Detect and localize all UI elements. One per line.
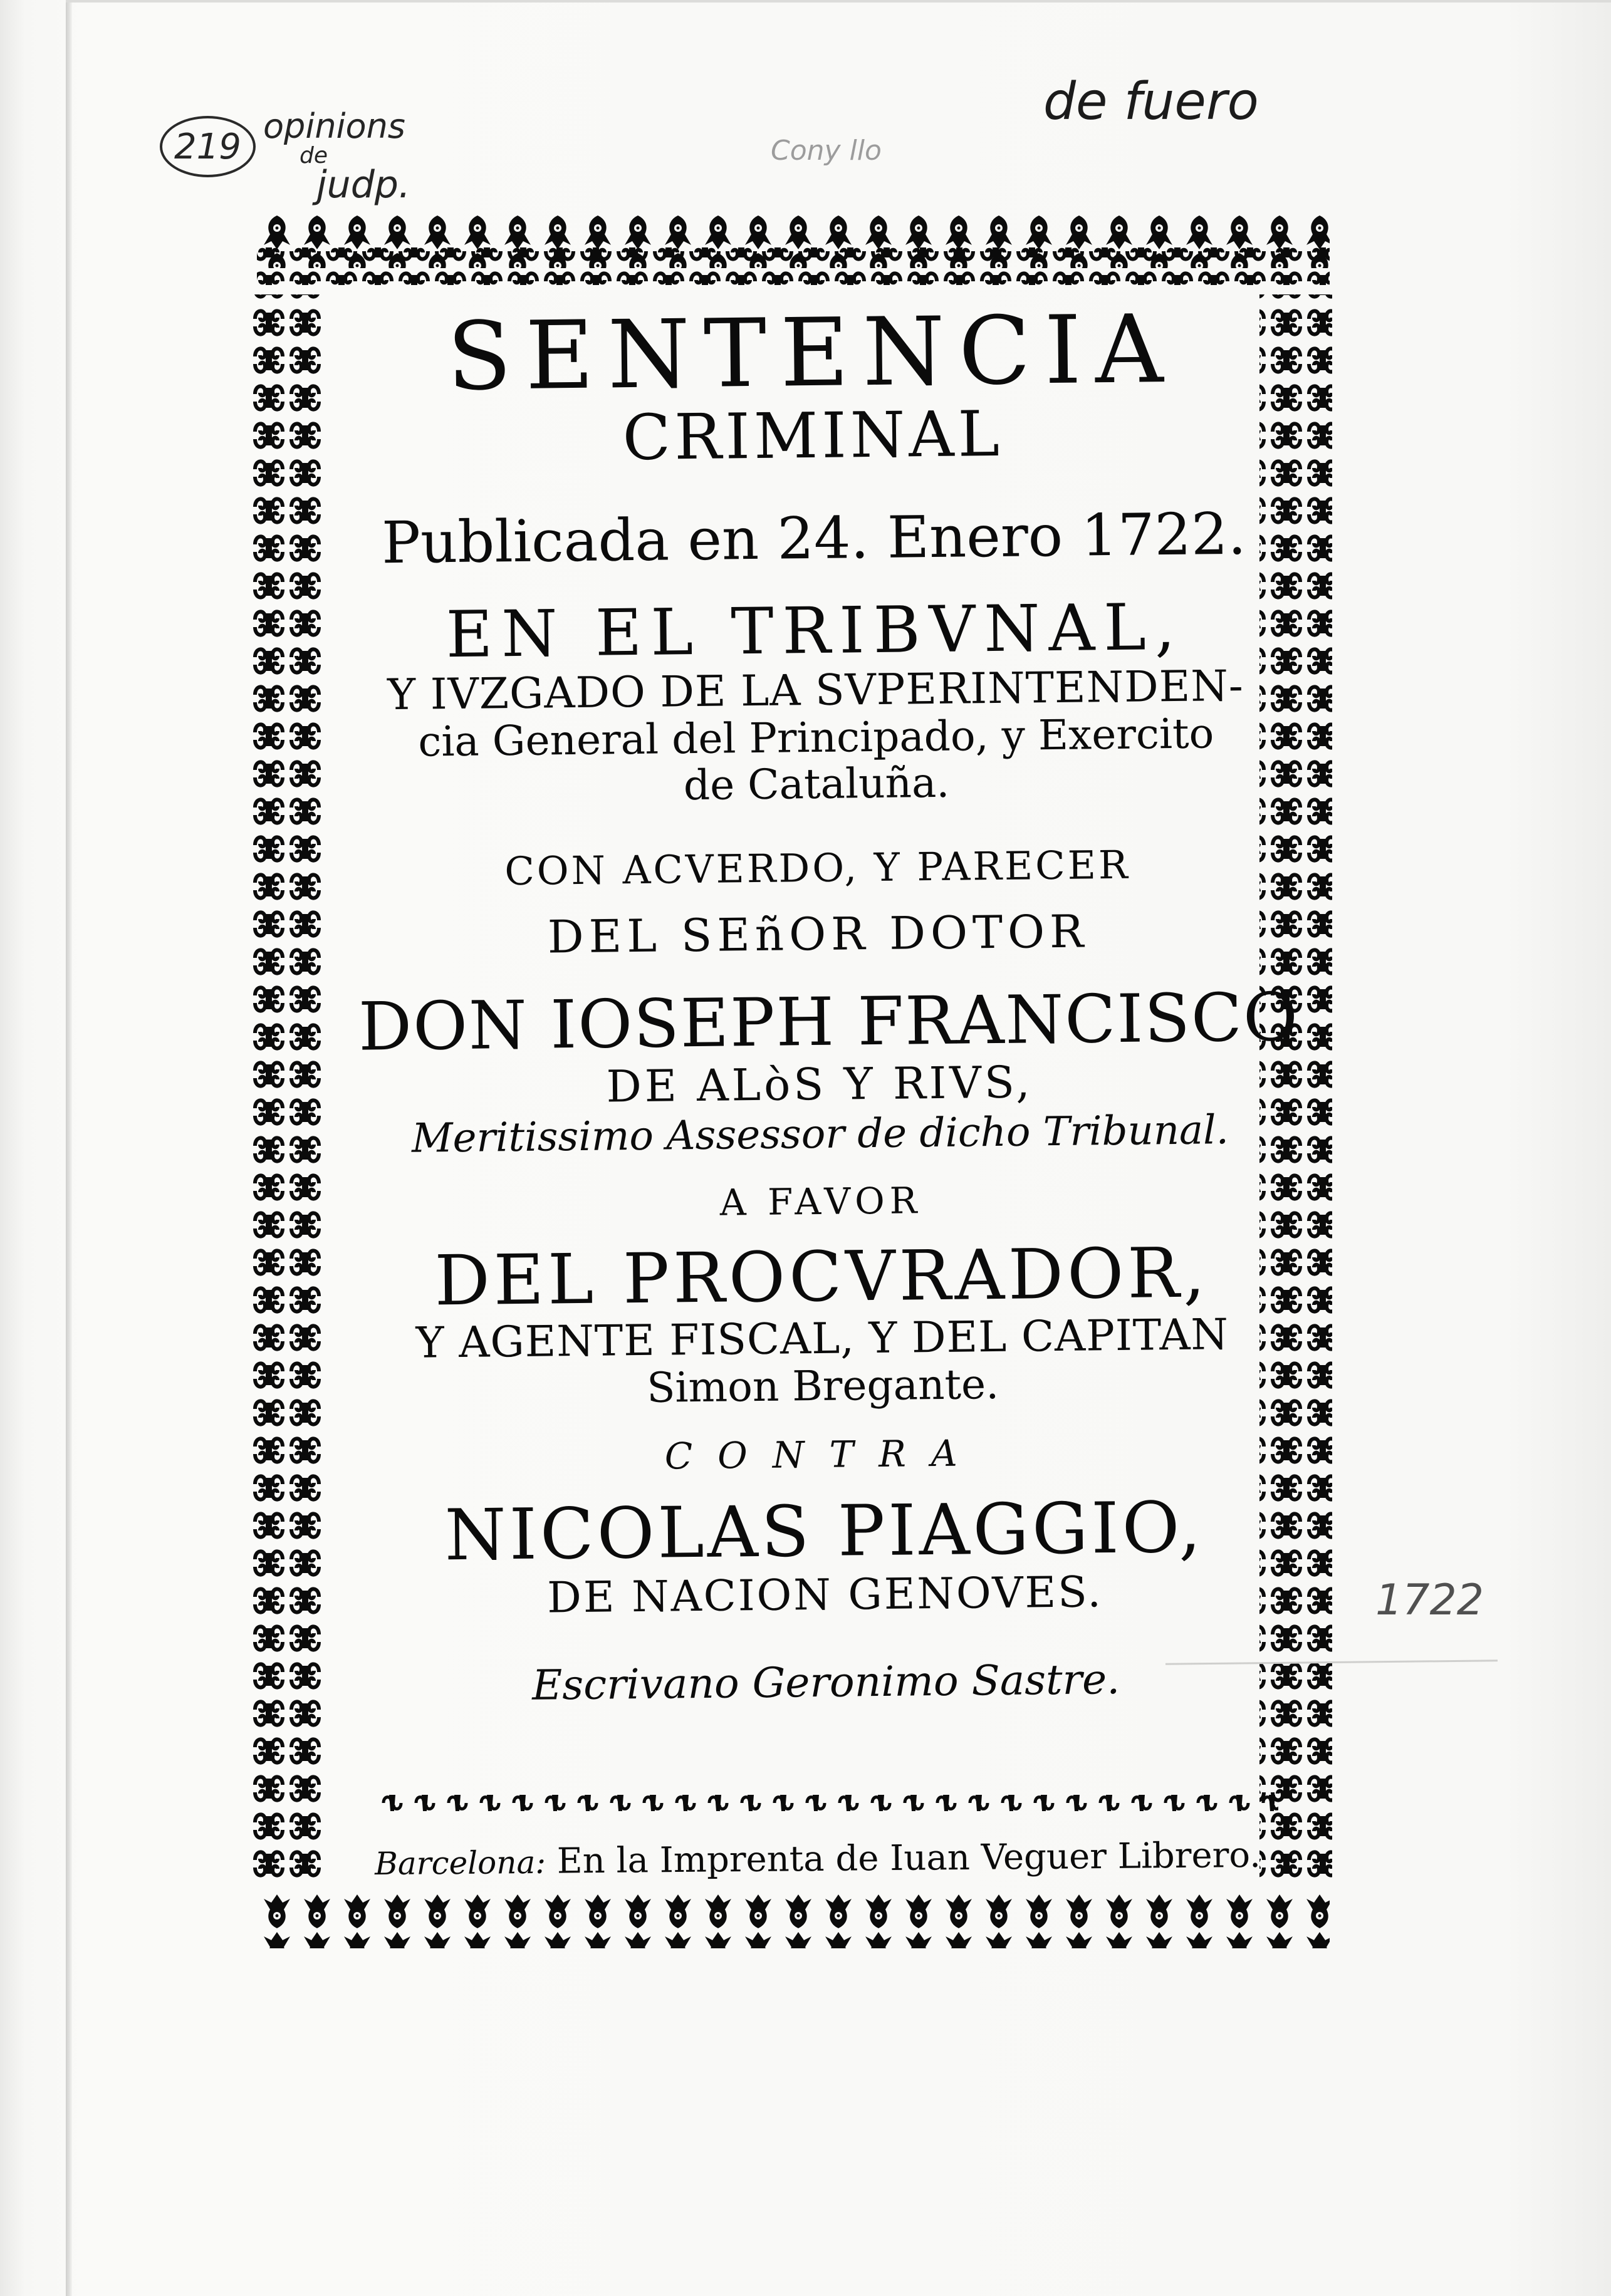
agente-fiscal-line: Y AGENTE FISCAL, Y DEL CAPITAN (415, 1310, 1229, 1368)
pencil-year-note: 1722 (1375, 1576, 1484, 1625)
main-title: SENTENCIA (446, 294, 1178, 412)
faint-pencil-note: Cony llo (771, 135, 882, 167)
assessor-name-line: DON IOSEPH FRANCISCO (358, 979, 1300, 1066)
handwritten-note-judp: judp. (316, 163, 410, 207)
imprint-text: En la Imprenta de Iuan Veguer Librero. (556, 1834, 1261, 1882)
general-line: cia General del Principado, y Exercito (417, 709, 1214, 767)
imprint-city: Barcelona: (374, 1844, 546, 1883)
handwritten-note-opinions: opinions (263, 106, 405, 146)
nicolas-piaggio-line: NICOLAS PIAGGIO, (444, 1487, 1205, 1577)
escrivano-line: Escrivano Geronimo Sastre. (531, 1654, 1120, 1710)
nacion-genoves-line: DE NACION GENOVES. (546, 1567, 1103, 1623)
simon-bregante-line: Simon Bregante. (646, 1360, 999, 1413)
subtitle: CRIMINAL (622, 397, 1004, 475)
ornament-separator (376, 1784, 1278, 1822)
imprint-line (363, 1835, 1273, 1884)
handwritten-note-de: de (300, 143, 328, 169)
shelf-number-circle: 219 (160, 116, 256, 177)
tribunal-title: EN EL TRIBVNAL, (446, 590, 1184, 673)
a-favor-line: A FAVOR (719, 1179, 922, 1224)
juzgado-line: Y IVZGADO DE LA SVPERINTENDEN- (387, 662, 1244, 720)
handwritten-note-de-fuero: de fuero (1043, 72, 1259, 132)
alos-rius-line: DE ALòS Y RIVS, (606, 1056, 1033, 1113)
date-line: Publicada en 24. Enero 1722. (381, 500, 1247, 577)
border-left (251, 294, 323, 1886)
cataluna-line: de Cataluña. (683, 759, 950, 810)
acuerdo-line: CON ACVERDO, Y PARECER (504, 841, 1130, 895)
contra-line: CONTRA (664, 1431, 983, 1478)
procurador-line: DEL PROCVRADOR, (434, 1232, 1209, 1321)
assessor-title-line: Meritissimo Assessor de dicho Tribunal. (411, 1107, 1229, 1163)
border-top-lower (257, 247, 1330, 285)
senor-dotor-line: DEL SEñOR DOTOR (547, 905, 1089, 964)
title-block (351, 294, 1300, 1710)
border-bottom (257, 1893, 1330, 1948)
